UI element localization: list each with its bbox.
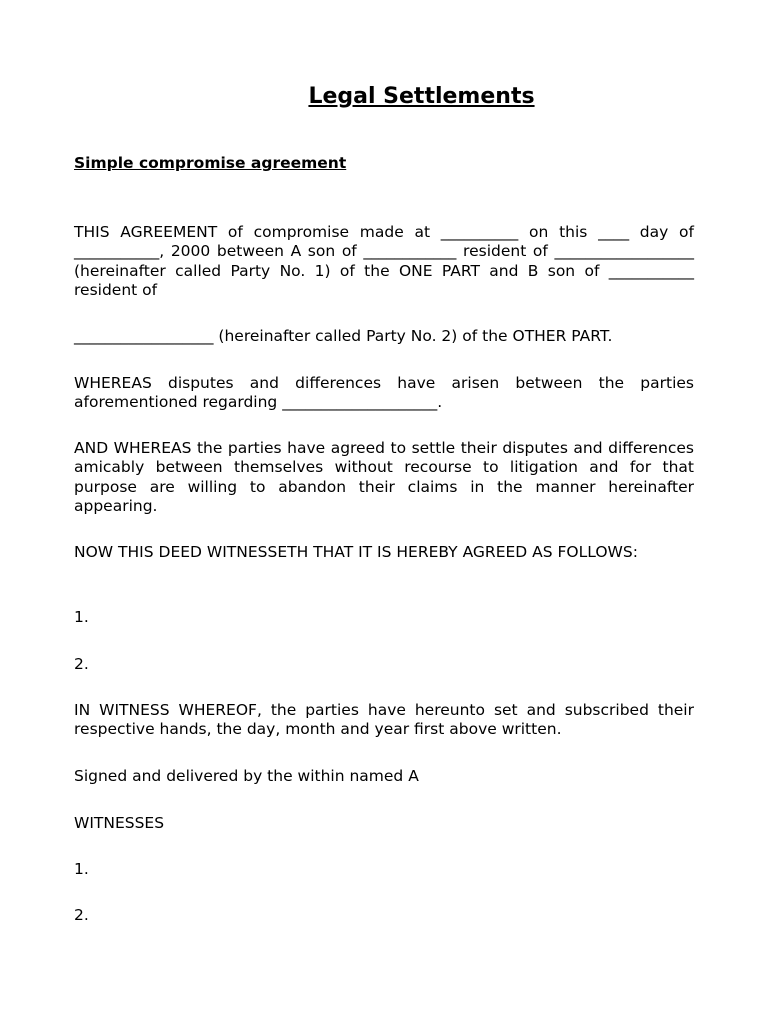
clause-item-1: 1. bbox=[74, 608, 89, 626]
in-witness-paragraph: IN WITNESS WHEREOF, the parties have hereunto set and subscribed their respective hands, the day, month and year first above written. bbox=[74, 701, 694, 739]
document-subtitle: Simple compromise agreement bbox=[74, 154, 347, 172]
signed-delivered-line: Signed and delivered by the within named A bbox=[74, 767, 419, 785]
clause-item-2: 2. bbox=[74, 655, 89, 673]
witnesses-heading: WITNESSES bbox=[74, 814, 165, 832]
agreement-intro-paragraph: THIS AGREEMENT of compromise made at __________ on this ____ day of ___________, 2000 between A son of ____________ resident of __________________ (hereinafter called Party No. 1) of the ONE PART and B son of ___________ resident of bbox=[74, 223, 694, 299]
document-title: Legal Settlements bbox=[308, 84, 535, 109]
whereas-disputes-paragraph: WHEREAS disputes and differences have arisen between the parties aforementioned regarding ____________________. bbox=[74, 374, 694, 412]
witness-item-2: 2. bbox=[74, 906, 89, 924]
witnesseth-paragraph: NOW THIS DEED WITNESSETH THAT IT IS HEREBY AGREED AS FOLLOWS: bbox=[74, 543, 638, 561]
witness-item-1: 1. bbox=[74, 860, 89, 878]
party-two-paragraph: __________________ (hereinafter called Party No. 2) of the OTHER PART. bbox=[74, 327, 613, 345]
whereas-settle-paragraph: AND WHEREAS the parties have agreed to settle their disputes and differences amicably between themselves without recourse to litigation and for that purpose are willing to abandon their claims in the manner hereinafter appearing. bbox=[74, 439, 694, 515]
